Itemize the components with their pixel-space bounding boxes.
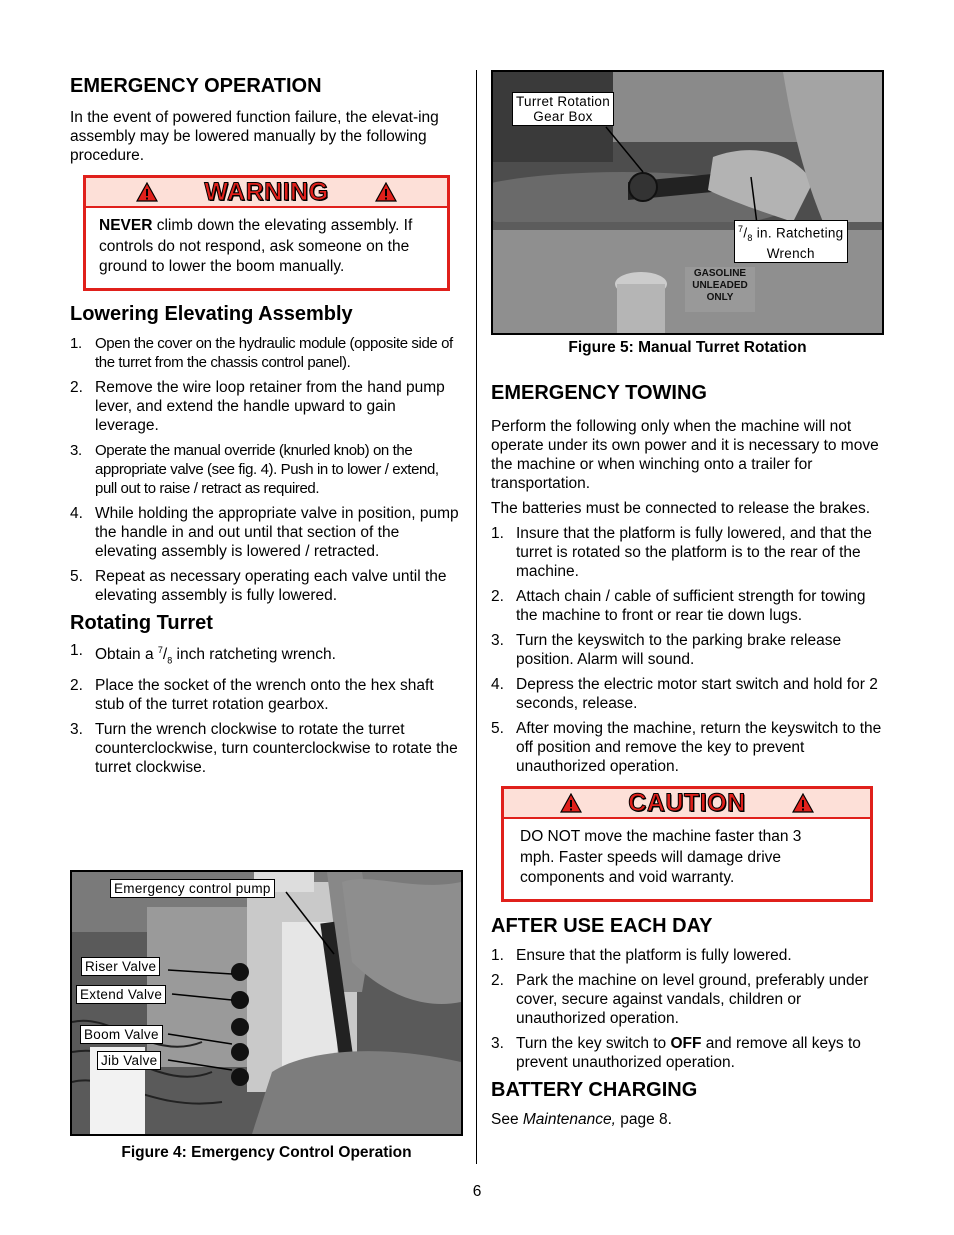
figure-4-photo [70,870,463,1136]
emergency-towing-heading: EMERGENCY TOWING [491,382,707,404]
gasoline-decal: GASOLINE UNLEADED ONLY [692,268,748,303]
list-item: 3. Turn the key switch to OFF and remove all keys to prevent unauthorized operation. [491,1034,861,1071]
column-divider [476,70,477,1164]
list-item: 2. Remove the wire loop retainer from the hand pump lever, and extend the handle upward to gain leverage. [70,378,445,434]
warning-body: climb down the elevating assembly. If controls do not respond, ask someone on the ground to lower the boom manually. [99,217,413,275]
caution-header [504,789,870,819]
figure-4-caption: Figure 4: Emergency Control Operation [121,1144,412,1161]
battery-charging-text: See Maintenance, page 8. [491,1110,672,1128]
lowering-heading: Lowering Elevating Assembly [70,302,353,325]
caution-text: DO NOT move the machine faster than 3 mph. Faster speeds will damage drive components and void warranty. [520,828,802,886]
rotating-turret-heading: Rotating Turret [70,611,213,634]
rotating-steps [70,641,462,777]
callout-jib-valve: Jib Valve [97,1051,161,1070]
list-item: 2. Place the socket of the wrench onto the hex shaft stub of the turret rotation gearbox. [70,676,434,713]
caution-triangle-icon [792,793,814,813]
after-use-heading: AFTER USE EACH DAY [491,914,713,937]
list-item: 5. After moving the machine, return the keyswitch to the off position and remove the key to prevent unauthorized operation. [491,720,882,775]
after-use-steps [491,946,885,1072]
list-item: 1. Ensure that the platform is fully lowered. [491,946,792,964]
callout-boom-valve: Boom Valve [80,1025,163,1044]
warning-box [83,175,450,291]
warning-triangle-icon [136,182,158,202]
towing-steps [491,524,885,776]
caution-triangle-icon [560,793,582,813]
emergency-operation-intro: In the event of powered function failure, the elevat-ing assembly may be lowered manually by the following procedure. [70,109,439,164]
figure-5-caption: Figure 5: Manual Turret Rotation [568,339,807,356]
caution-box [501,786,873,902]
towing-paragraph-2: The batteries must be connected to release the brakes. [491,500,871,517]
emergency-operation-heading: EMERGENCY OPERATION [70,75,322,97]
list-item: 4. While holding the appropriate valve in position, pump the handle in and out until that section of the elevating assembly is lowered / retracted. [70,504,459,560]
list-item: 1. Open the cover on the hydraulic module (opposite side of the turret from the chassis control panel). [70,334,453,371]
lowering-steps [70,334,462,605]
list-item: 1. Insure that the platform is fully lowered, and that the turret is rotated so the platform is to the rear of the machine. [491,525,872,580]
callout-turret-rotation-gear-box: Turret Rotation Gear Box [512,92,614,126]
warning-header [86,178,447,208]
figure-5-photo [491,70,884,335]
list-item: 5. Repeat as necessary operating each valve until the elevating assembly is fully lowered. [70,567,447,604]
callout-extend-valve: Extend Valve [76,985,166,1004]
list-item: 2. Attach chain / cable of sufficient strength for towing the machine to front or rear tie down lugs. [491,588,866,624]
warning-triangle-icon [375,182,397,202]
caution-label: CAUTION [628,788,746,817]
list-item: 2. Park the machine on level ground, preferably under cover, secure against vandals, children or unauthorized operation. [491,971,869,1027]
callout-emergency-control-pump: Emergency control pump [110,879,275,898]
page-number: 6 [472,1183,482,1200]
list-item: 3. Turn the wrench clockwise to rotate the turret counterclockwise, turn counterclockwise to rotate the turret clockwise. [70,720,458,776]
list-item: 3. Turn the keyswitch to the parking brake release position. Alarm will sound. [491,632,842,668]
list-item: 4. Depress the electric motor start switch and hold for 2 seconds, release. [491,676,878,712]
callout-ratcheting-wrench: $^7/_8$ in. Ratcheting Wrench [734,220,848,263]
right-column [491,381,885,1129]
callout-riser-valve: Riser Valve [81,957,160,976]
list-item: 3. Operate the manual override (knurled knob) on the appropriate valve (see fig. 4). Push in to lower / extend, pull out to raise / retract as required. [70,441,439,497]
warning-label: WARNING [204,177,329,206]
left-column [70,70,462,783]
towing-paragraph-1: Perform the following only when the machine will not operate under its own power and it is necessary to move the machine or when winching onto a trailer for transportation. [491,418,879,492]
maintenance-reference: Maintenance, [522,1110,616,1128]
list-item: 1. Obtain a $^7/_8$ inch ratcheting wrench. [70,641,336,665]
battery-charging-heading: BATTERY CHARGING [491,1078,698,1101]
warning-text [86,208,447,288]
warning-never: NEVER [99,217,153,234]
